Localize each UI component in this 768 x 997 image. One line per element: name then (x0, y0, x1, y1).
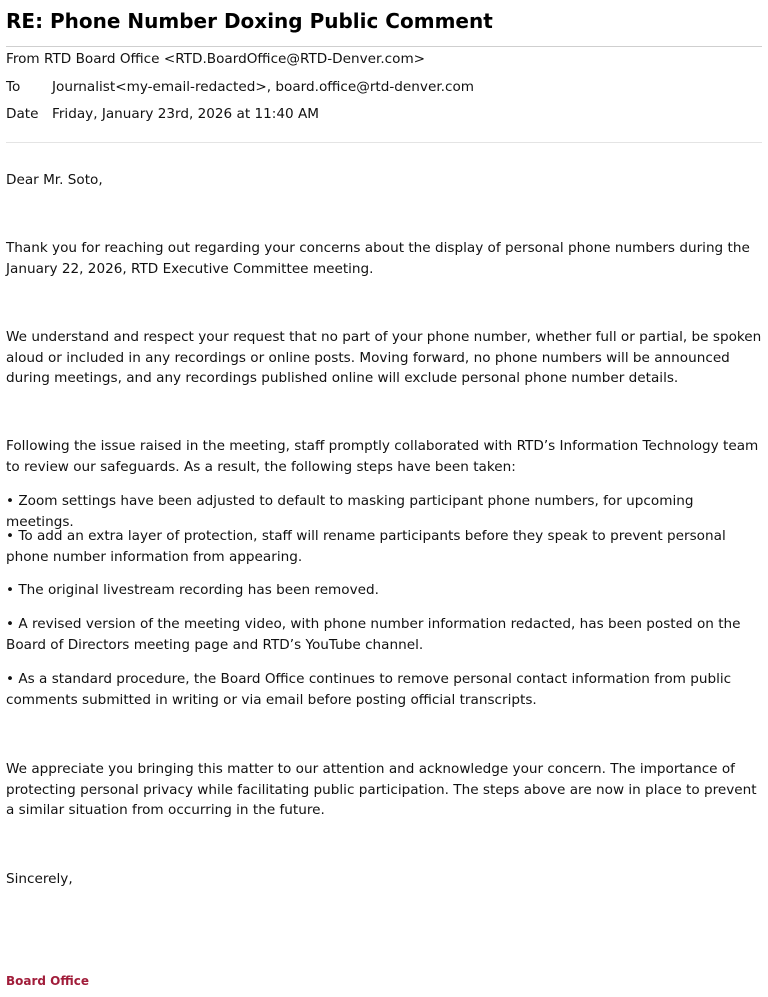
date-value: Friday, January 23rd, 2026 at 11:40 AM (52, 106, 320, 122)
paragraph-appreciation: We appreciate you bringing this matter to our attention and acknowledge your concern. The importance of protecting personal privacy while facilitating public participation. The steps above are now in place to prevent a similar situation from occurring in the future. (6, 761, 757, 818)
paragraph-request: We understand and respect your request that no part of your phone number, whether full or partial, be spoken aloud or included in any recordings or online posts. Moving forward, no phone numbers will be announced during meetings, and any recordings published online will exclude personal phone number details. (6, 329, 762, 386)
from-row (6, 50, 425, 68)
greeting: Dear Mr. Soto, (6, 172, 103, 188)
from-value[interactable]: RTD Board Office <RTD.BoardOffice@RTD-Denver.com> (44, 51, 426, 67)
bullet-item: • A revised version of the meeting video, with phone number information redacted, has been posted on the Board of Directors meeting page and RTD’s YouTube channel. (6, 616, 741, 653)
paragraph-thanks: Thank you for reaching out regarding your concerns about the display of personal phone numbers during the January 22, 2026, RTD Executive Committee meeting. (6, 240, 750, 277)
bullet-item: • Zoom settings have been adjusted to default to masking participant phone numbers, for upcoming meetings. (6, 493, 694, 530)
signature-board-office: Board Office (6, 974, 90, 988)
body-divider (6, 142, 762, 143)
date-row (6, 105, 319, 123)
bullet-item: • As a standard procedure, the Board Office continues to remove personal contact information from public comments submitted in writing or via email before posting official transcripts. (6, 671, 732, 708)
email-subject: RE: Phone Number Doxing Public Comment (6, 9, 493, 33)
to-label: To (6, 79, 21, 95)
bullet-item: • The original livestream recording has been removed. (6, 582, 379, 598)
paragraph-followup: Following the issue raised in the meeting, staff promptly collaborated with RTD’s Information Technology team to review our safeguards. As a result, the following steps have been taken: (6, 438, 759, 475)
to-row (6, 78, 474, 96)
from-label: From (6, 51, 40, 67)
bullet-item: • To add an extra layer of protection, staff will rename participants before they speak to prevent personal phone number information from appearing. (6, 528, 726, 565)
date-label: Date (6, 106, 39, 122)
closing: Sincerely, (6, 871, 73, 887)
to-value[interactable]: Journalist<my-email-redacted>, board.office@rtd-denver.com (52, 79, 475, 95)
header-divider (6, 46, 762, 47)
